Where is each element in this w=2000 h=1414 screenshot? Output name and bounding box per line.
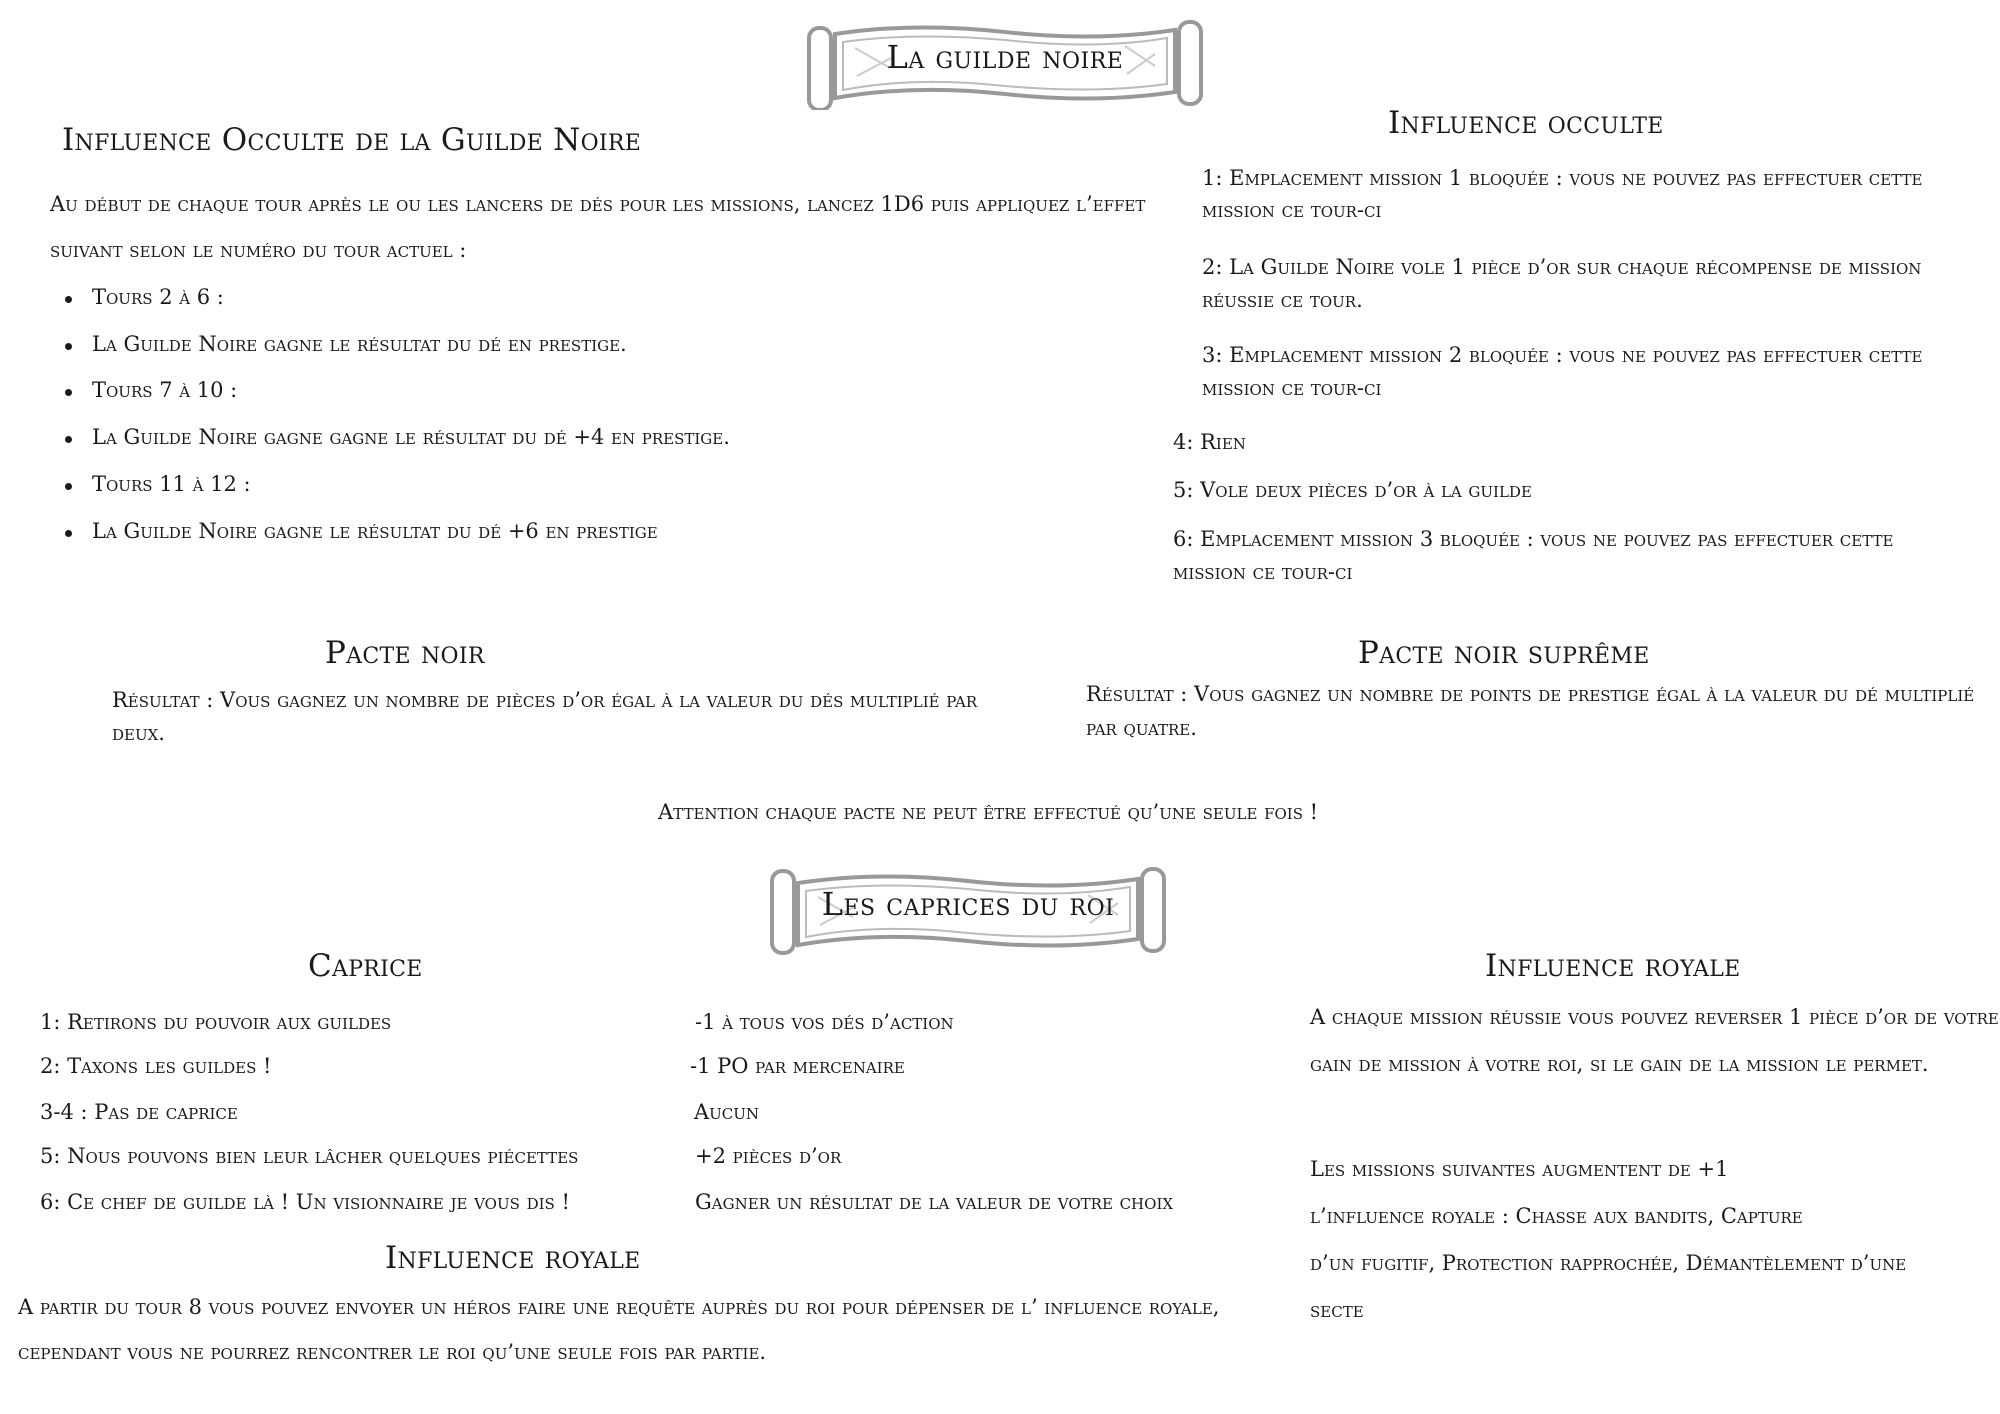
banner-title: Les caprices du roi xyxy=(821,885,1115,923)
caprice-roll-5: 6: Ce chef de guilde là ! Un visionnaire je vous dis ! xyxy=(40,1190,570,1214)
intro-text-line-1: Au début de chaque tour après le ou les lancers de dés pour les missions, lancez 1D6 puis appliquez l’effet xyxy=(50,192,1146,216)
effect-4: 4: Rien xyxy=(1173,430,1246,454)
bullet-item: Tours 7 à 10 : xyxy=(92,378,238,402)
missions-line-3: d’un fugitif, Protection rapprochée, Démantèlement d’une xyxy=(1310,1251,1907,1275)
effect-3-line-1: 3: Emplacement mission 2 bloquée : vous ne pouvez pas effectuer cette xyxy=(1202,343,1923,367)
influence-royale-left-line-1: A partir du tour 8 vous pouvez envoyer un héros faire une requête auprès du roi pour dépenser de l’ influence royale, xyxy=(18,1295,1220,1319)
influence-royale-right-line-1: A chaque mission réussie vous pouvez reverser 1 pièce d’or de votre xyxy=(1310,1005,1999,1029)
pacte-supreme-text-line-1: Résultat : Vous gagnez un nombre de points de prestige égal à la valeur du dé multiplié xyxy=(1086,682,1975,706)
influence-royale-left-line-2: cependant vous ne pourrez rencontrer le roi qu’une seule fois par partie. xyxy=(18,1340,767,1364)
bullet-item: La Guilde Noire gagne le résultat du dé en prestige. xyxy=(92,332,627,356)
section-title-pacte-supreme: Pacte noir suprême xyxy=(1358,635,1650,671)
caprice-effect-3: Aucun xyxy=(694,1100,760,1124)
pacte-noir-text-line-2: deux. xyxy=(112,721,165,745)
missions-line-2: l’influence royale : Chasse aux bandits, Capture xyxy=(1310,1204,1803,1228)
effect-3-line-2: mission ce tour-ci xyxy=(1202,376,1382,400)
effect-2-line-2: réussie ce tour. xyxy=(1202,288,1363,312)
banner-title: La guilde noire xyxy=(886,38,1124,76)
section-title-occulte-guilde: Influence Occulte de la Guilde Noire xyxy=(62,122,642,158)
pacte-supreme-text-line-2: par quatre. xyxy=(1086,716,1197,740)
banner-guilde-noire xyxy=(795,18,1215,110)
section-title-influence-occulte: Influence occulte xyxy=(1388,105,1664,141)
banner-caprices-du-roi xyxy=(758,865,1178,955)
section-title-influence-royale-right: Influence royale xyxy=(1485,948,1741,984)
missions-line-4: secte xyxy=(1310,1298,1364,1322)
caprice-effect-4: +2 pièces d’or xyxy=(695,1144,842,1168)
missions-line-1: Les missions suivantes augmentent de +1 xyxy=(1310,1157,1729,1181)
caprice-effect-5: Gagner un résultat de la valeur de votre choix xyxy=(695,1190,1174,1214)
caprice-effect-1: -1 à tous vos dés d’action xyxy=(695,1010,954,1034)
caprice-roll-4: 5: Nous pouvons bien leur lâcher quelques piécettes xyxy=(40,1144,579,1168)
attention-note: Attention chaque pacte ne peut être effectué qu’une seule fois ! xyxy=(658,800,1319,824)
effect-5: 5: Vole deux pièces d’or à la guilde xyxy=(1173,478,1532,502)
section-title-caprice: Caprice xyxy=(308,948,423,984)
caprice-roll-3: 3-4 : Pas de caprice xyxy=(40,1100,238,1124)
effect-6-line-1: 6: Emplacement mission 3 bloquée : vous ne pouvez pas effectuer cette xyxy=(1173,527,1894,551)
effect-1-line-2: mission ce tour-ci xyxy=(1202,198,1382,222)
caprice-roll-1: 1: Retirons du pouvoir aux guildes xyxy=(40,1010,392,1034)
caprice-effect-2: -1 PO par mercenaire xyxy=(690,1054,905,1078)
influence-royale-right-line-2: gain de mission à votre roi, si le gain de la mission le permet. xyxy=(1310,1052,1929,1076)
intro-text-line-2: suivant selon le numéro du tour actuel : xyxy=(50,238,467,262)
bullet-item: Tours 11 à 12 : xyxy=(92,472,251,496)
section-title-pacte-noir: Pacte noir xyxy=(325,635,485,671)
effect-6-line-2: mission ce tour-ci xyxy=(1173,560,1353,584)
pacte-noir-text-line-1: Résultat : Vous gagnez un nombre de pièces d’or égal à la valeur du dés multiplié par xyxy=(112,688,978,712)
bullet-item: Tours 2 à 6 : xyxy=(92,285,224,309)
bullet-item: La Guilde Noire gagne gagne le résultat du dé +4 en prestige. xyxy=(92,425,730,449)
bullet-item: La Guilde Noire gagne le résultat du dé +6 en prestige xyxy=(92,519,658,543)
effect-1-line-1: 1: Emplacement mission 1 bloquée : vous ne pouvez pas effectuer cette xyxy=(1202,166,1923,190)
caprice-roll-2: 2: Taxons les guildes ! xyxy=(40,1054,272,1078)
section-title-influence-royale-left: Influence royale xyxy=(385,1240,641,1276)
effect-2-line-1: 2: La Guilde Noire vole 1 pièce d’or sur chaque récompense de mission xyxy=(1202,255,1922,279)
